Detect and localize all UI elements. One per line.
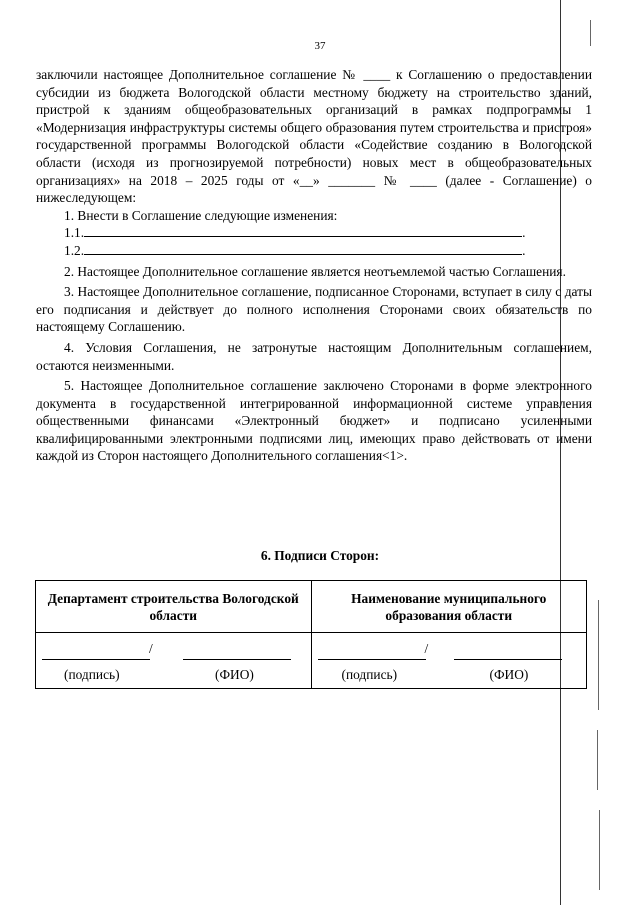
item-5: 5. Настоящее Дополнительное соглашение заключено Сторонами в форме электронного документа в государственной интегрированной информационной системе управления общественными финансами «Электронный бюджет» и подписано усиленными квалифицированными электронными подписями лиц, имеющих право действовать от имени каждой из Сторон настоящего Дополнительного соглашения<1>. bbox=[36, 378, 592, 464]
scan-edge-mark bbox=[597, 730, 598, 790]
item-1-2-label: 1.2. bbox=[64, 242, 85, 258]
document-body bbox=[36, 66, 592, 465]
item-1-2-end: . bbox=[522, 242, 526, 258]
page-number: 37 bbox=[314, 40, 326, 52]
right-signature-line bbox=[318, 643, 426, 660]
scan-edge-mark bbox=[599, 810, 600, 890]
right-name-label: (ФИО) bbox=[489, 667, 529, 682]
item-4: 4. Условия Соглашения, не затронутые настоящим Дополнительным соглашением, остаются неизменными. bbox=[36, 339, 592, 373]
left-signature-cell bbox=[36, 633, 312, 689]
item-1-1-blank bbox=[84, 236, 522, 237]
item-2: 2. Настоящее Дополнительное соглашение является неотъемлемой частью Соглашения. bbox=[64, 263, 566, 279]
left-party-header: Департамент строительства Вологодской области bbox=[36, 581, 312, 633]
item-3: 3. Настоящее Дополнительное соглашение, подписанное Сторонами, вступает в силу с даты его подписания и действует до полного исполнения Сторонами своих обязательств по настоящему Соглашению. bbox=[36, 284, 592, 335]
item-1-2-blank bbox=[84, 254, 522, 255]
intro-paragraph: заключили настоящее Дополнительное соглашение № ____ к Соглашению о предоставлении субсидии из бюджета Вологодской области местному бюджету на строительство зданий, пристрой к зданиям общеобразовательных организаций в рамках подпрограммы 1 «Модернизация инфраструктуры системы общего образования путем строительства и пристроя» государственной программы Вологодской области «Содействие созданию в Вологодской области (исходя из прогнозируемой потребности) новых мест в общеобразовательных организациях» на 2018 – 2025 годы от «__» _______ № ____ (далее - Соглашение) о нижеследующем: bbox=[36, 67, 592, 206]
left-slash: / bbox=[149, 641, 153, 656]
right-signature-cell bbox=[311, 633, 587, 689]
right-name-line bbox=[454, 643, 562, 660]
left-name-label: (ФИО) bbox=[215, 667, 254, 682]
item-1: 1. Внести в Соглашение следующие изменения: bbox=[64, 207, 338, 223]
right-signature-label: (подпись) bbox=[341, 667, 398, 682]
left-signature-line bbox=[42, 643, 150, 660]
item-1-1-label: 1.1. bbox=[64, 225, 85, 241]
right-slash: / bbox=[424, 641, 429, 656]
item-1-2-line bbox=[36, 242, 592, 260]
item-1-1-line bbox=[36, 224, 592, 242]
scan-edge-mark bbox=[598, 600, 599, 710]
signatures-heading: 6. Подписи Сторон: bbox=[260, 548, 380, 563]
item-1-1-end: . bbox=[522, 225, 526, 241]
left-name-line bbox=[183, 643, 291, 660]
right-party-header: Наименование муниципального образования области bbox=[311, 581, 587, 633]
left-signature-label: (подпись) bbox=[64, 667, 120, 682]
signatures-table bbox=[35, 580, 587, 689]
